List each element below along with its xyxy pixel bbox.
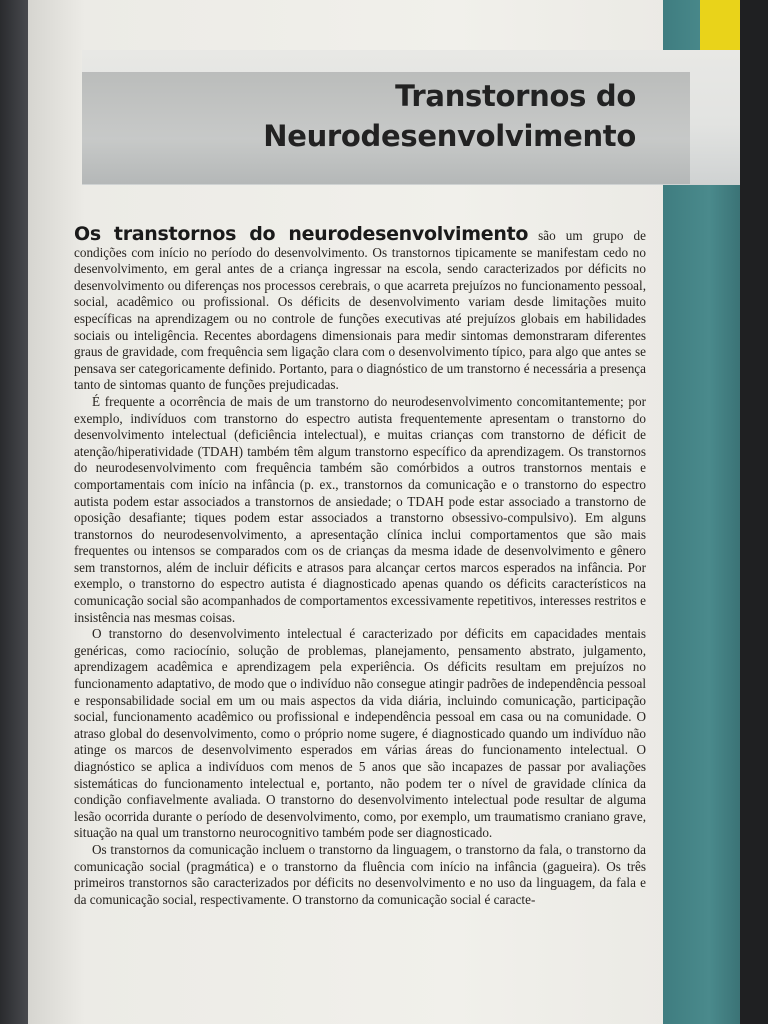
book-page	[28, 0, 740, 1024]
paragraph-1	[74, 223, 646, 394]
chapter-body	[74, 223, 646, 908]
chapter-title-line-1: Transtornos do	[395, 79, 636, 113]
paragraph-1-text: são um grupo de condições com início no período do desenvolvimento. Os transtornos tipicamente se manifestam cedo no desenvolvimento, em geral antes de a criança ingressar na escola, sendo caracterizados por déficits no desenvolvimento ou diferenças nos processos cerebrais, o que acarreta prejuízos no funcionamento pessoal, social, acadêmico ou profissional. Os déficits de desenvolvimento variam desde limitações muito específicas na aprendizagem ou no controle de funções executivas até prejuízos globais em habilidades sociais ou inteligência. Recentes abordagens dimensionais para medir sintomas demonstraram diferentes graus de gravidade, com frequência sem ligação clara com o desenvolvimento típico, para algo que antes se pensava ser categoricamente definido. Portanto, para o diagnóstico de um transtorno é necessária a presença tanto de sintomas quanto de funções prejudicadas.	[74, 228, 646, 393]
paragraph-3: O transtorno do desenvolvimento intelectual é caracterizado por déficits em capacidades mentais genéricas, como raciocínio, solução de problemas, planejamento, pensamento abstrato, julgamento, aprendizagem acadêmica e aprendizagem pela experiência. Os déficits resultam em prejuízos no funcionamento adaptativo, de modo que o indivíduo não consegue atingir padrões de independência pessoal e responsabilidade social em um ou mais aspectos da vida diária, incluindo comunicação, participação social, funcionamento acadêmico ou profissional e independência pessoal em casa ou na comunidade. O atraso global do desenvolvimento, como o próprio nome sugere, é diagnosticado quando um indivíduo não atinge os marcos de desenvolvimento esperados em várias áreas do funcionamento intelectual. O diagnóstico se aplica a indivíduos com menos de 5 anos que são incapazes de passar por avaliações sistemáticas do funcionamento intelectual e, portanto, não podem ter o nível de gravidade clínica da condição confiavelmente avaliada. O transtorno do desenvolvimento intelectual pode resultar de alguma lesão ocorrida durante o período de desenvolvimento, como, por exemplo, um traumatismo craniano grave, situação na qual um transtorno neurocognitivo também pode ser diagnosticado.	[74, 626, 646, 841]
chapter-title-line-2: Neurodesenvolvimento	[263, 119, 636, 153]
paragraph-2: É frequente a ocorrência de mais de um transtorno do neurodesenvolvimento concomitantemente; por exemplo, indivíduos com transtorno do espectro autista frequentemente apresentam o transtorno do desenvolvimento intelectual (deficiência intelectual), e muitas crianças com transtorno de déficit de atenção/hiperatividade (TDAH) também têm algum transtorno específico da aprendizagem. Os transtornos do neurodesenvolvimento com frequência também são comórbidos a outros transtornos mentais e comportamentais com início na infância (p. ex., transtornos da comunicação e o transtorno do espectro autista podem estar associados a transtornos de ansiedade; o TDAH pode estar associado a transtorno de oposição desafiante; tiques podem estar associados a transtorno obsessivo-compulsivo). Em alguns transtornos do neurodesenvolvimento, a apresentação clínica inclui comportamentos que são mais frequentes ou intensos se comparados com os de crianças da mesma idade de desenvolvimento e gênero sem transtornos, além de incluir déficits e atrasos para alcançar certos marcos esperados na infância. Por exemplo, o transtorno do espectro autista é diagnosticado apenas quando os déficits característicos na comunicação social são acompanhados de comportamentos excessivamente repetitivos, interesses restritos e insistência nas mesmas coisas.	[74, 393, 646, 625]
chapter-title	[263, 76, 636, 156]
paragraph-4: Os transtornos da comunicação incluem o transtorno da linguagem, o transtorno da fala, o transtorno da comunicação social (pragmática) e o transtorno da fluência com início na infância (gagueira). Os três primeiros transtornos são caracterizados por déficits no desenvolvimento e no uso da linguagem, da fala e da comunicação social, respectivamente. O transtorno da comunicação social é caracte-	[74, 841, 646, 907]
lead-term: Os transtornos do neurodesenvolvimento	[74, 223, 529, 245]
background-right	[738, 0, 768, 1024]
